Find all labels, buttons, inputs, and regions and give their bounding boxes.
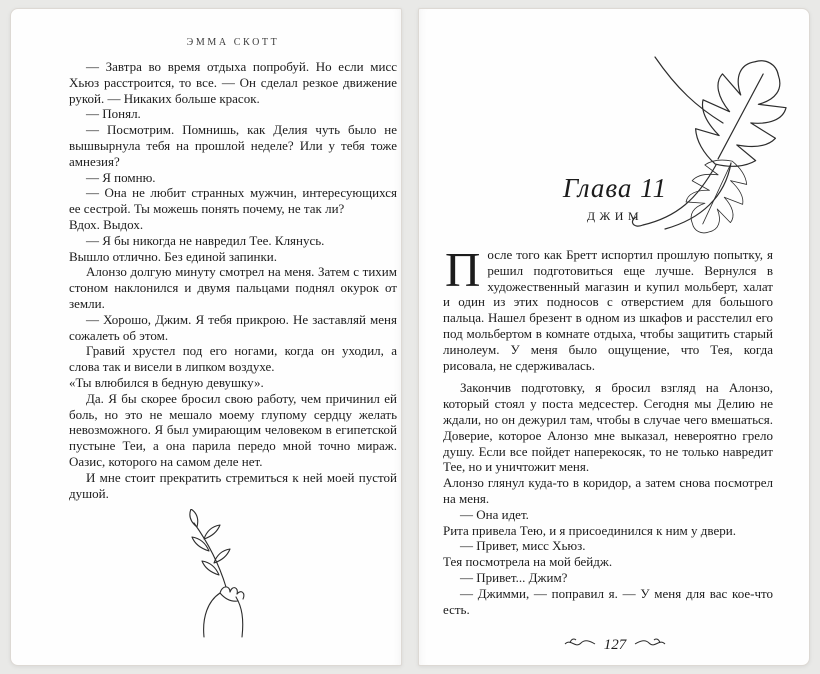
paragraph: — Я помню. bbox=[86, 169, 156, 185]
paragraph: — Завтра во время отдыха попробуй. Но если мисс Хьюз расстроится, то все. — Он сделал резкое движение рукой. — Никаких больше красок. bbox=[69, 59, 397, 106]
left-text-block bbox=[69, 59, 397, 501]
paragraph: Вышло отлично. Без единой запинки. bbox=[69, 248, 278, 264]
paragraph: — Я бы никогда не навредил Тее. Клянусь. bbox=[86, 232, 325, 248]
footer-flourish-left bbox=[563, 636, 597, 655]
paragraph: И мне стоит прекратить стремиться к ней моей пустой душой. bbox=[69, 469, 397, 501]
paragraph: Вдох. Выдох. bbox=[69, 216, 144, 232]
paragraph: Алонзо глянул куда-то в коридор, а затем снова посмотрел на меня. bbox=[443, 475, 773, 506]
paragraph: Закончив подготовку, я бросил взгляд на Алонзо, который стоял у поста медсестер. Сегодня мы Делию не ждали, но он дежурил там, чтобы в случае чего вмешаться. Доверие, которое Алонзо мне выказал, невероятно грело душу. Если все пойдет наперекосяк, то не только навредит Тее, но и уничтожит меня. bbox=[443, 380, 773, 475]
opening-paragraph bbox=[443, 242, 773, 373]
paragraph: — Хорошо, Джим. Я тебя прикрою. Не заставляй меня сожалеть об этом. bbox=[69, 311, 397, 343]
paragraph: Рита привела Тею, и я присоединился к ним у двери. bbox=[443, 522, 736, 538]
drop-cap: П bbox=[445, 242, 481, 297]
footer-flourish-right bbox=[633, 636, 667, 655]
running-header: ЭММА СКОТТ bbox=[186, 37, 280, 48]
paragraph: Да. Я бы скорее бросил свою работу, чем причинил ей боль, но это не мешало моему глупому сердцу желать невозможного. Я был умирающим человеком в египетской пустыне Теи, а она парила передо мной точно мираж. Оазис, которого на самом деле нет. bbox=[69, 390, 397, 469]
paragraph: — Джимми, — поправил я. — У меня для вас кое-что есть. bbox=[443, 585, 773, 617]
paragraph: — Привет... Джим? bbox=[460, 569, 568, 585]
right-page bbox=[418, 8, 810, 666]
hand-holding-sprig-illustration bbox=[55, 509, 383, 644]
paragraph: — Привет, мисс Хьюз. bbox=[460, 538, 586, 554]
paragraph: Тея посмотрела на мой бейдж. bbox=[443, 554, 613, 570]
paragraph: — Она не любит странных мужчин, интересующихся ее сестрой. Ты можешь понять почему, не так ли? bbox=[69, 185, 397, 217]
chapter-title: Глава 11 bbox=[562, 173, 668, 203]
paragraph: — Понял. bbox=[86, 106, 141, 122]
page-number: 127 bbox=[603, 637, 627, 653]
hand-sprig-svg bbox=[164, 509, 274, 639]
paragraph: Гравий хрустел под его ногами, когда он уходил, а слова так и висели в липком воздухе. bbox=[69, 343, 397, 375]
left-page bbox=[10, 8, 402, 666]
paragraph: «Ты влюбился в бедную девушку». bbox=[69, 374, 264, 390]
right-text-block bbox=[443, 242, 773, 617]
paragraph: — Она идет. bbox=[460, 506, 529, 522]
chapter-subtitle: ДЖИМ bbox=[586, 209, 644, 223]
paragraph: Алонзо долгую минуту смотрел на меня. Затем с тихим стоном наклонился и двумя пальцами поднял окурок от земли. bbox=[69, 264, 397, 311]
paragraph: — Посмотрим. Помнишь, как Делия чуть было не вышвырнула тебя на прошлой неделе? Или у тебя тоже амнезия? bbox=[69, 122, 397, 169]
chapter-heading bbox=[419, 173, 810, 224]
opening-paragraph-text: осле того как Бретт испортил прошлую попытку, я решил подготовиться еще лучше. Вернулся в художественный магазин и купил мольберт, халат и один из этих подносов с отверстием для большого пальца. Нашел брезент в одном из шкафов и расстелил его под мольбертом в комнате отдыха, чтобы защитить старый линолеум. У меня было ощущение, что Тея, когда рисовала, не сдерживалась. bbox=[443, 247, 773, 373]
page-footer bbox=[419, 636, 810, 655]
